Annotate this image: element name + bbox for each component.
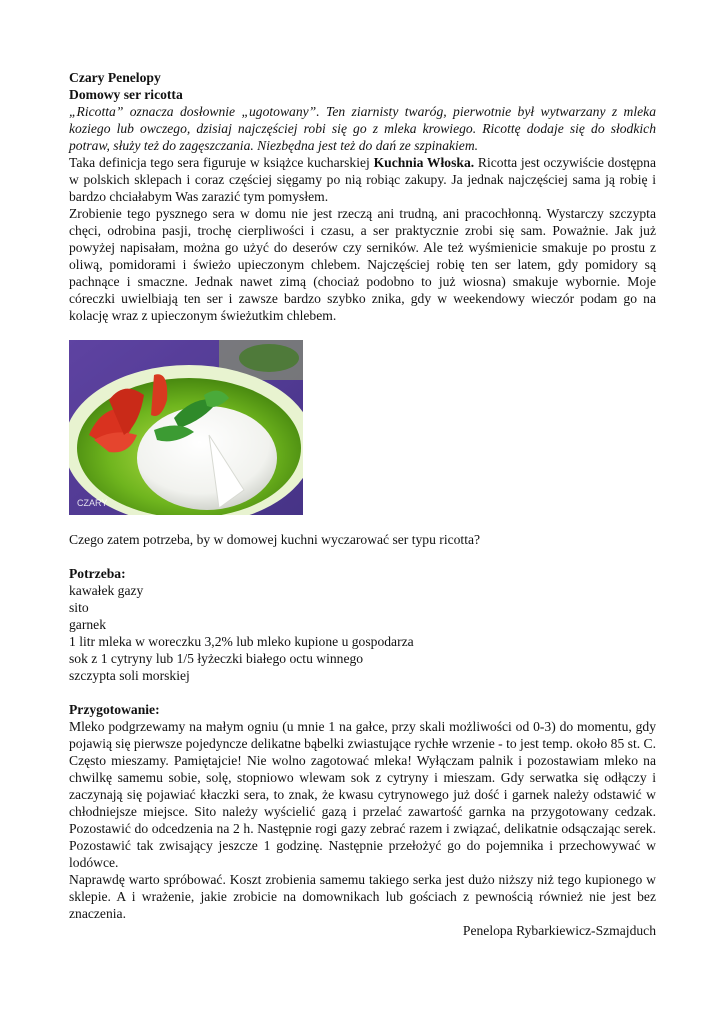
ingredient-item: garnek	[69, 617, 106, 632]
ingredient-item: kawałek gazy	[69, 583, 144, 598]
ingredient-item: 1 litr mleka w woreczku 3,2% lub mleko kupione u gospodarza	[69, 634, 414, 649]
ricotta-photo-image	[69, 340, 303, 515]
document-page	[69, 69, 656, 939]
preparation-heading: Przygotowanie:	[69, 702, 160, 717]
intro-quote: „Ricotta” oznacza dosłownie „ugotowany”. Ten ziarnisty twaróg, pierwotnie był wytwarzany z mleka koziego lub owczego, dzisiaj najczęściej robi się go z mleka krowiego. Ricottę dodaje się do słodkich potraw, służy też do zagęszczania. Niezbędna jest też do dań ze szpinakiem.	[69, 104, 656, 153]
ingredient-item: sok z 1 cytryny lub 1/5 łyżeczki białego octu winnego	[69, 651, 364, 666]
document-subtitle: Domowy ser ricotta	[69, 87, 183, 102]
ingredient-item: sito	[69, 600, 89, 615]
paragraph-2: Zrobienie tego pysznego sera w domu nie jest rzeczą ani trudną, ani pracochłonną. Wystarczy szczypta chęci, odrobina pasji, trochę cierpliwości i czasu, a ser praktycznie zrobi się sam. Poważnie. Jak już powyżej napisałam, można go użyć do deserów czy serników. Ale też wyśmienicie smakuje po prostu z oliwą, pomidorami i świeżo upieczonym chlebem. Najczęściej robię ten ser latem, gdy pomidory są pachnące i smaczne. Jednak nawet zimą (chociaż podobno to już wiosna) smakuje wybornie. Moje córeczki uwielbiają ten ser i zawsze bardzo szybko znika, gdy w weekendowy wieczór podam go na kolację wraz z upieczonym świeżutkim chlebem.	[69, 206, 656, 323]
book-title: Kuchnia Włoska.	[373, 155, 475, 170]
question-paragraph: Czego zatem potrzeba, by w domowej kuchni wyczarować ser typu ricotta?	[69, 532, 481, 547]
document-title: Czary Penelopy	[69, 70, 161, 85]
author-signature: Penelopa Rybarkiewicz-Szmajduch	[462, 923, 656, 938]
spacer	[69, 684, 656, 701]
ricotta-photo	[69, 340, 303, 515]
closing-paragraph: Naprawdę warto spróbować. Koszt zrobienia samemu takiego serka jest dużo niższy niż tego kupionego w sklepie. A i wrażenie, jakie zrobicie na domownikach lub gościach z pewnością również nie jest bez znaczenia.	[69, 872, 656, 921]
paragraph-1-after: Ricotta jest oczywiście dostępna w polskich sklepach i coraz częściej sięgamy po nią robiąc zakupy. Ja jednak najczęściej sama ją robię i bardzo chciałabym Was zarazić tym pomysłem.	[69, 155, 656, 204]
paragraph-1	[69, 154, 656, 205]
spacer	[69, 548, 656, 565]
photo-watermark: CZARY	[77, 498, 108, 508]
ingredients-list	[69, 565, 656, 684]
ingredients-heading: Potrzeba:	[69, 566, 126, 581]
ingredient-item: szczypta soli morskiej	[69, 668, 190, 683]
preparation-text: Mleko podgrzewamy na małym ogniu (u mnie 1 na gałce, przy skali możliwości od 0-3) do momentu, gdy pojawią się pierwsze pojedyncze delikatne bąbelki zwiastujące rychłe wrzenie - to jest temp. około 85 st. C. Często mieszamy. Pamiętajcie! Nie wolno zagotować mleka! Wyłączam palnik i pozostawiam mleko na chwilkę samemu sobie, solę, stopniowo wlewam sok z cytryny i mieszam. Gdy serwatka się odłączy i zaczynają się pojawiać kłaczki sera, to znak, że kwasu cytrynowego już dość i garnek należy odstawić w chłodniejsze miejsce. Sito należy wyścielić gazą i przelać zawartość garnka na przygotowany cedzak. Pozostawić do odcedzenia na 2 h. Następnie rogi gazy zebrać razem i związać, delikatnie odsączając serek. Pozostawić tak zwisający jeszcze 1 godzinę. Następnie przełożyć go do pojemnika i przechowywać w lodówce.	[69, 719, 656, 870]
paragraph-1-before: Taka definicja tego sera figuruje w książce kucharskiej	[69, 155, 374, 170]
